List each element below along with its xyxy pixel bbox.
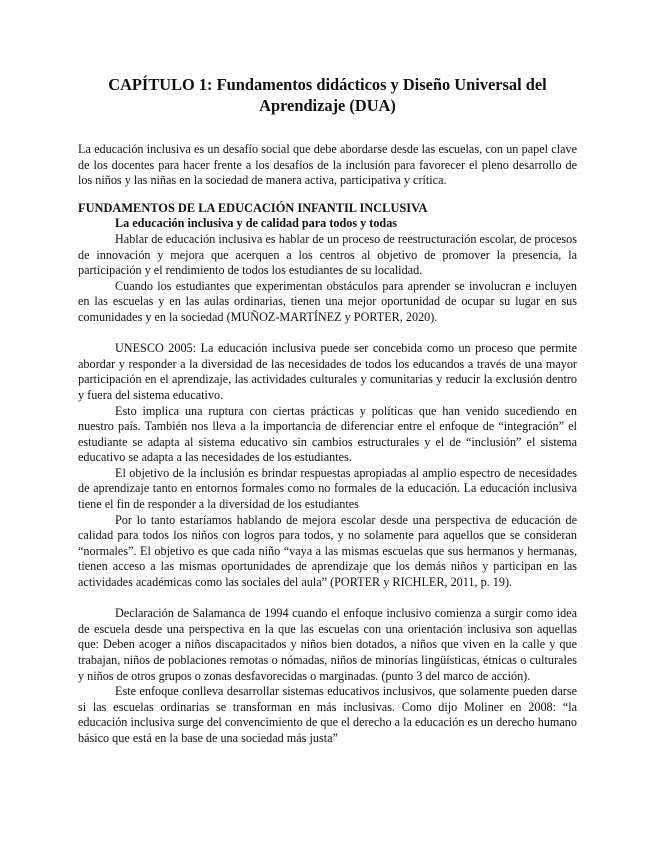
intro-paragraph: La educación inclusiva es un desafío social que debe abordarse desde las escuelas, con un papel clave de los docentes para hacer frente a los desafíos de la inclusión para favorecer el pleno desarrollo de los niños y las niñas en la sociedad de manera activa, participativa y crítica. (78, 142, 577, 188)
body-paragraph: Hablar de educación inclusiva es hablar de un proceso de reestructuración escolar, de procesos de innovación y mejora que acerquen a los centros al objetivo de promover la presencia, la participación y el rendimiento de todos los estudiantes de su localidad. (78, 231, 577, 278)
section-heading: FUNDAMENTOS DE LA EDUCACIÓN INFANTIL INCLUSIVA (78, 200, 428, 215)
body-paragraph: Esto implica una ruptura con ciertas prácticas y políticas que han venido sucediendo en nuestro país. También nos lleva a la importancia de diferenciar entre el enfoque de “integración” el estudiante se adapta al sistema educativo sin cambios estructurales y el de “inclusión” el sistema educativo se adapta a las necesidades de los estudiantes. (78, 403, 577, 465)
body-paragraph: Por lo tanto estaríamos hablando de mejora escolar desde una perspectiva de educación de calidad para todos los niños con logros para todos, y no solamente para aquellos que se consideran “normales”. El objetivo es que cada niño “vaya a las mismas escuelas que sus hermanos y hermanas, tienen acceso a las mismas oportunidades de aprendizaje que los demás niños y participan en las actividades académicas como las sociales del aula” (PORTER y RICHLER, 2011, p. 19). (78, 512, 577, 590)
body-paragraph: Este enfoque conlleva desarrollar sistemas educativos inclusivos, que solamente pueden darse si las escuelas ordinarias se transforman en más inclusivas. Como dijo Moliner en 2008: “la educación inclusiva surge del convencimiento de que el derecho a la educación es un derecho humano básico que está en la base de una sociedad más justa” (78, 684, 577, 745)
spacer (78, 189, 577, 201)
spacer (78, 591, 577, 607)
subsection-heading: La educación inclusiva y de calidad para todos y todas (115, 216, 398, 231)
chapter-title: CAPÍTULO 1: Fundamentos didácticos y Diseño Universal del Aprendizaje (DUA) (108, 75, 547, 115)
body-paragraph: Cuando los estudiantes que experimentan obstáculos para aprender se involucran e incluyen en las escuelas y en las aulas ordinarias, tienen una mejor oportunidad de ocupar su lugar en sus comunidades y en la sociedad (MUÑOZ-MARTÍNEZ y PORTER, 2020). (78, 278, 577, 324)
spacer (78, 326, 577, 342)
body-paragraph: Declaración de Salamanca de 1994 cuando el enfoque inclusivo comienza a surgir como idea de escuela desde una perspectiva en la que las escuelas con una orientación inclusiva son aquellas que: Deben acoger a niños discapacitados y niños bien dotados, a niños que viven en la calle y que trabajan, niños de poblaciones remotas o nómadas, niños de minorías lingüísticas, étnicas o culturales y niños de otros grupos o zonas desfavorecidas o marginadas. (punto 3 del marco de acción). (78, 606, 577, 683)
body-paragraph: UNESCO 2005: La educación inclusiva puede ser concebida como un proceso que permite abordar y responder a la diversidad de las necesidades de todos los educandos a través de una mayor participación en el aprendizaje, las actividades culturales y comunitarias y reducir la exclusión dentro y fuera del sistema educativo. (78, 341, 577, 402)
body-paragraph: El objetivo de la inclusión es brindar respuestas apropiadas al amplio espectro de necesidades de aprendizaje tanto en entornos formales como no formales de la educación. La educación inclusiva tiene el fin de responder a la diversidad de los estudiantes (78, 465, 577, 512)
document-page (78, 74, 577, 747)
